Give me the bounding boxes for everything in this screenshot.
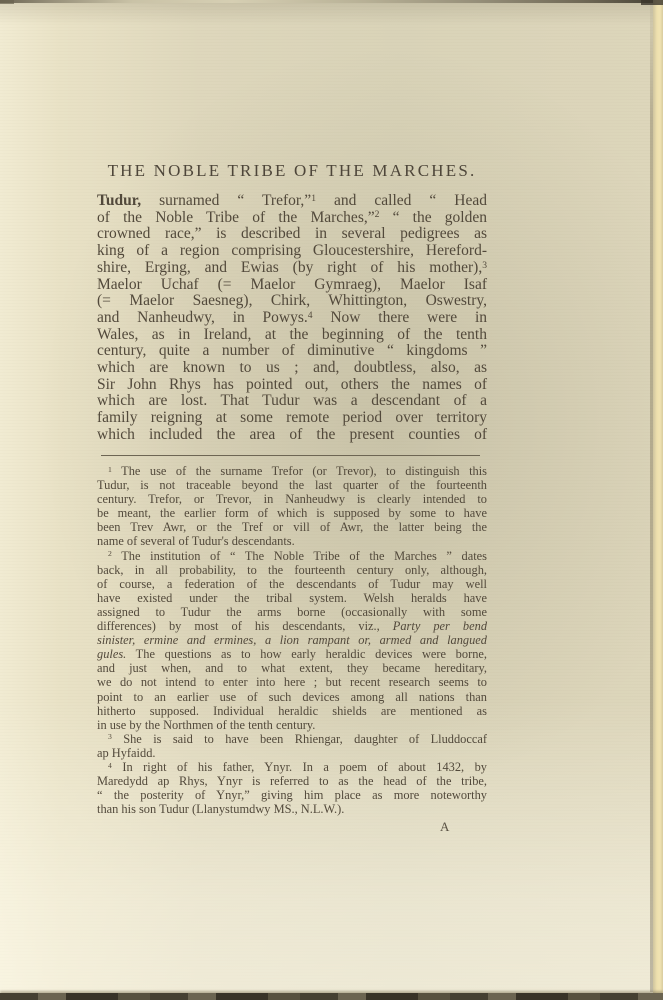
text-line: of course, a federation of the descendants of Tudur may well — [97, 576, 487, 591]
text-line: shire, Erging, and Ewias (by right of his mother),$^3$ — [97, 258, 487, 276]
text-column — [97, 0, 487, 1000]
page-corner-top-left — [0, 0, 14, 4]
text-line: “ the posterity of Ynyr,” giving him place as more noteworthy — [97, 788, 487, 803]
text-line: Maelor Uchaf (= Maelor Gymraeg), Maelor Isaf — [97, 275, 487, 293]
text-line: sinister, ermine and ermines, a lion rampant or, armed and langued — [97, 633, 487, 648]
text-line: which included the area of the present counties of — [97, 425, 487, 443]
footnote — [97, 549, 487, 732]
text-line: differences) by most of his descendants, viz., Party per bend — [97, 619, 488, 634]
text-line: hitherto supposed. Individual heraldic shields are mentioned as — [97, 703, 487, 718]
text-line: crowned race,” is described in several pedigrees as — [97, 225, 487, 243]
page-edge-bottom — [0, 993, 663, 1000]
text-line: and Nanheudwy, in Powys.$^4$ Now there were in — [97, 308, 487, 326]
signature-mark: A — [440, 819, 450, 834]
page-corner-top-right — [641, 0, 663, 5]
text-line: been Trev Awr, or the Tref or vill of Awr, the latter being the — [97, 520, 487, 535]
text-line: in use by the Northmen of the tenth century. — [97, 717, 316, 732]
text-line: Sir John Rhys has pointed out, others the names of — [97, 375, 487, 393]
page-edge-right — [653, 0, 663, 994]
text-line: century. Trefor, or Trevor, in Nanheudwy is clearly intended to — [97, 492, 487, 507]
footnote — [97, 732, 487, 760]
footnote-divider — [101, 455, 480, 456]
footnote — [97, 760, 487, 816]
text-line: than his son Tudur (Llanystumdwy MS., N.L.W.). — [97, 802, 345, 817]
text-line: Tudur, is not traceable beyond the last quarter of the fourteenth — [97, 478, 487, 493]
text-line: $^3$ She is said to have been Rhiengar, daughter of Lluddoccaf — [108, 731, 487, 746]
text-line: be meant, the earlier form of which is supposed by some to have — [97, 506, 487, 521]
text-line: ap Hyfaidd. — [97, 745, 156, 760]
body-paragraph — [97, 193, 487, 444]
text-line: back, in all probability, to the fourteenth century only, although, — [97, 562, 487, 577]
text-line: assigned to Tudur the arms borne (occasionally with some — [97, 604, 487, 619]
text-line: we do not intend to enter into here ; but recent research seems to — [97, 675, 487, 690]
text-line: $^2$ The institution of “ The Noble Tribe of the Marches ” dates — [108, 548, 487, 563]
footnotes-section — [97, 464, 487, 816]
page-title: THE NOBLE TRIBE OF THE MARCHES. — [107, 161, 477, 180]
text-line: point to an earlier use of such devices among all nations than — [97, 689, 487, 704]
text-line: $^1$ The use of the surname Trefor (or Trevor), to distinguish this — [108, 464, 487, 478]
text-line: Maredydd ap Rhys, Ynyr is referred to as the head of the tribe, — [97, 774, 487, 789]
text-line: and just when, and to what extent, they became hereditary, — [97, 661, 487, 676]
text-line: which are known to us ; and, doubtless, also, as — [97, 359, 487, 377]
text-line: $^4$ In right of his father, Ynyr. In a poem of about 1432, by — [108, 759, 487, 774]
text-line: Tudur, surnamed “ Trefor,”$^1$ and called “ Head — [97, 192, 488, 209]
text-line: family reigning at some remote period over territory — [97, 409, 487, 427]
text-line: gules. The questions as to how early heraldic devices were borne, — [97, 647, 487, 662]
text-line: name of several of Tudur's descendants. — [97, 534, 295, 549]
text-line: of the Noble Tribe of the Marches,”$^2$ “ the golden — [97, 208, 487, 226]
text-line: century, quite a number of diminutive “ kingdoms ” — [97, 342, 487, 360]
text-line: which are lost. That Tudur was a descendant of a — [97, 392, 487, 410]
footnote — [97, 464, 487, 549]
text-line: have existed under the tribal system. Welsh heralds have — [97, 590, 487, 605]
text-line: king of a region comprising Gloucestershire, Hereford- — [97, 242, 487, 260]
text-line: Wales, as in Ireland, at the beginning of the tenth — [97, 325, 487, 343]
text-line: (= Maelor Saesneg), Chirk, Whittington, Oswestry, — [97, 292, 487, 310]
